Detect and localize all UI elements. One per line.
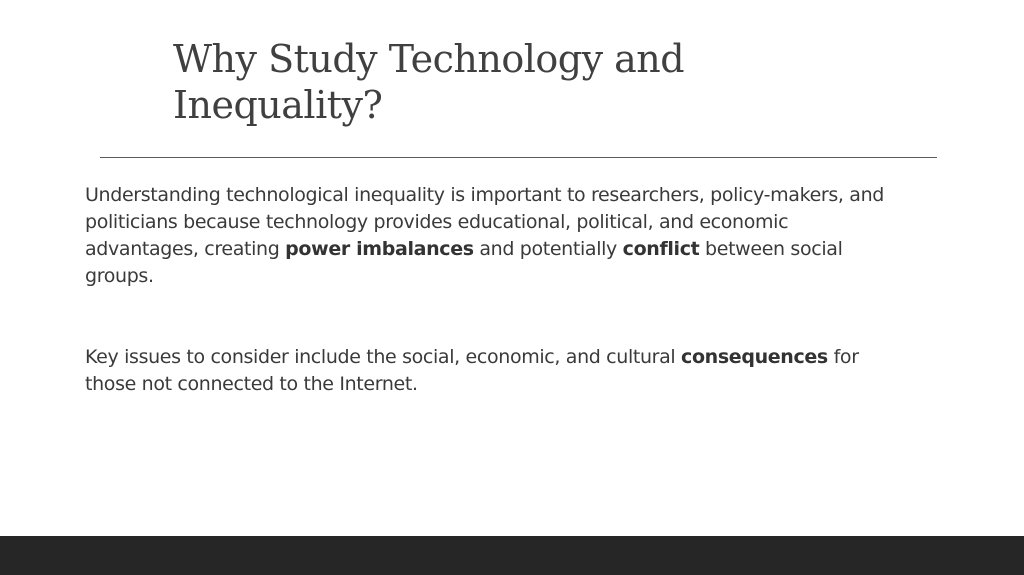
emphasis-conflict: conflict xyxy=(622,238,700,260)
slide-title: Why Study Technology and Inequality? xyxy=(173,37,685,127)
paragraph-1-text-1: Understanding technological inequality is important to researchers, policy-makers, and politicians because technology provides educational, political, and economic advantages, creating xyxy=(85,184,884,260)
paragraph-2-text-2: for those not connected to the Internet. xyxy=(85,346,859,395)
emphasis-consequences: consequences xyxy=(681,346,828,368)
footer-bar xyxy=(0,536,1024,575)
body-paragraph-1 xyxy=(85,182,885,290)
title-divider xyxy=(100,157,937,158)
paragraph-1-text-2: and potentially xyxy=(473,238,623,260)
paragraph-1-text-3: between social groups. xyxy=(85,238,843,287)
emphasis-power-imbalances: power imbalances xyxy=(285,238,474,260)
paragraph-2-text-1: Key issues to consider include the social, economic, and cultural xyxy=(85,346,682,368)
body-paragraph-2 xyxy=(85,344,885,398)
